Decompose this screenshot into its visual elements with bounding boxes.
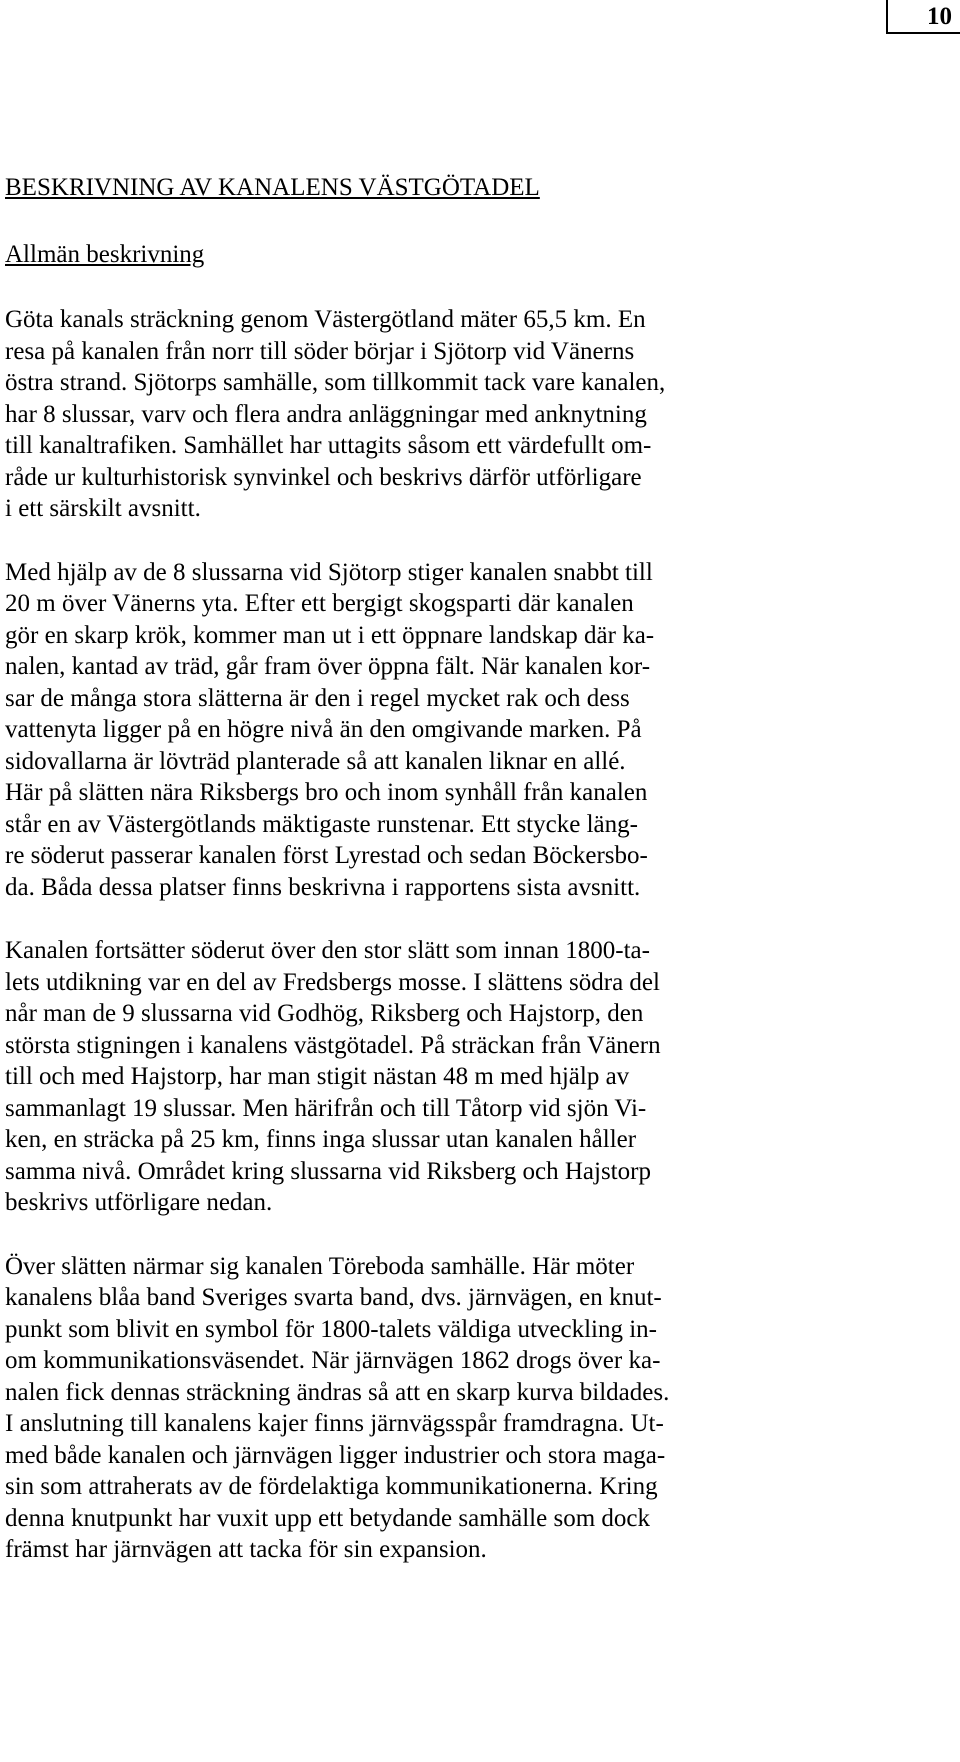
text-line: i ett särskilt avsnitt. (5, 495, 201, 522)
text-line: Här på slätten nära Riksbergs bro och inom synhåll från kanalen (5, 779, 648, 806)
section-heading: BESKRIVNING AV KANALENS VÄSTGÖTADEL (5, 174, 540, 201)
text-line: punkt som blivit en symbol för 1800-talets väldiga utveckling in- (5, 1315, 657, 1343)
text-line: till kanaltrafiken. Samhället har uttagits såsom ett värdefullt om- (5, 432, 652, 459)
text-line: beskrivs utförligare nedan. (5, 1189, 273, 1216)
text-line: når man de 9 slussarna vid Godhög, Riksberg och Hajstorp, den (5, 1000, 644, 1027)
paragraph (5, 1251, 835, 1566)
text-line: gör en skarp krök, kommer man ut i ett öppnare landskap där ka- (5, 621, 655, 649)
paragraph (5, 935, 835, 1219)
text-line: största stigningen i kanalens västgötadel. På sträckan från Vänern (5, 1031, 661, 1059)
paragraph (5, 304, 835, 525)
text-line: har 8 slussar, varv och flera andra anläggningar med anknytning (5, 400, 647, 428)
text-line: nalen, kantad av träd, går fram över öppna fält. När kanalen kor- (5, 653, 651, 680)
text-line: Över slätten närmar sig kanalen Töreboda samhälle. Här möter (5, 1252, 635, 1280)
text-line: re söderut passerar kanalen först Lyrestad och sedan Böckersbo- (5, 842, 648, 869)
text-line: Kanalen fortsätter söderut över den stor slätt som innan 1800-ta- (5, 937, 650, 964)
document-body (5, 173, 835, 1566)
text-line: Göta kanals sträckning genom Västergötland mäter 65,5 km. En (5, 306, 646, 333)
text-line: östra strand. Sjötorps samhälle, som tillkommit tack vare kanalen, (5, 369, 666, 396)
text-line: sin som attraherats av de fördelaktiga kommunikationerna. Kring (5, 1473, 658, 1500)
text-line: främst har järnvägen att tacka för sin expansion. (5, 1536, 487, 1563)
text-line: Med hjälp av de 8 slussarna vid Sjötorp stiger kanalen snabbt till (5, 558, 653, 586)
text-line: sidovallarna är lövträd planterade så att kanalen liknar en allé. (5, 747, 626, 775)
text-line: I anslutning till kanalens kajer finns järnvägsspår framdragna. Ut- (5, 1410, 664, 1437)
text-line: lets utdikning var en del av Fredsbergs mosse. I slättens södra del (5, 968, 660, 996)
text-line: denna knutpunkt har vuxit upp ett betydande samhälle som dock (5, 1504, 650, 1532)
paragraph-list (5, 304, 835, 1566)
text-line: om kommunikationsväsendet. När järnvägen 1862 drogs över ka- (5, 1347, 661, 1374)
text-line: vattenyta ligger på en högre nivå än den omgivande marken. På (5, 716, 642, 743)
text-line: råde ur kulturhistorisk synvinkel och beskrivs därför utförligare (5, 463, 642, 491)
page-number: 10 (886, 0, 960, 34)
text-line: da. Båda dessa platser finns beskrivna i rapportens sista avsnitt. (5, 873, 641, 901)
text-line: med både kanalen och järnvägen ligger industrier och stora maga- (5, 1441, 666, 1469)
text-line: 20 m över Vänerns yta. Efter ett bergigt skogsparti där kanalen (5, 590, 634, 617)
text-line: resa på kanalen från norr till söder börjar i Sjötorp vid Vänerns (5, 337, 635, 365)
text-line: till och med Hajstorp, har man stigit nästan 48 m med hjälp av (5, 1063, 630, 1090)
text-line: samma nivå. Området kring slussarna vid Riksberg och Hajstorp (5, 1157, 651, 1185)
text-line: nalen fick dennas sträckning ändras så att en skarp kurva bildades. (5, 1378, 670, 1406)
text-line: ken, en sträcka på 25 km, finns inga slussar utan kanalen håller (5, 1126, 637, 1153)
text-line: sammanlagt 19 slussar. Men härifrån och till Tåtorp vid sjön Vi- (5, 1094, 647, 1122)
section-subheading: Allmän beskrivning (5, 241, 205, 268)
paragraph (5, 557, 835, 904)
text-line: kanalens blåa band Sveriges svarta band, dvs. järnvägen, en knut- (5, 1284, 662, 1311)
text-line: sar de många stora slätterna är den i regel mycket rak och dess (5, 684, 630, 712)
text-line: står en av Västergötlands mäktigaste runstenar. Ett stycke läng- (5, 810, 638, 838)
